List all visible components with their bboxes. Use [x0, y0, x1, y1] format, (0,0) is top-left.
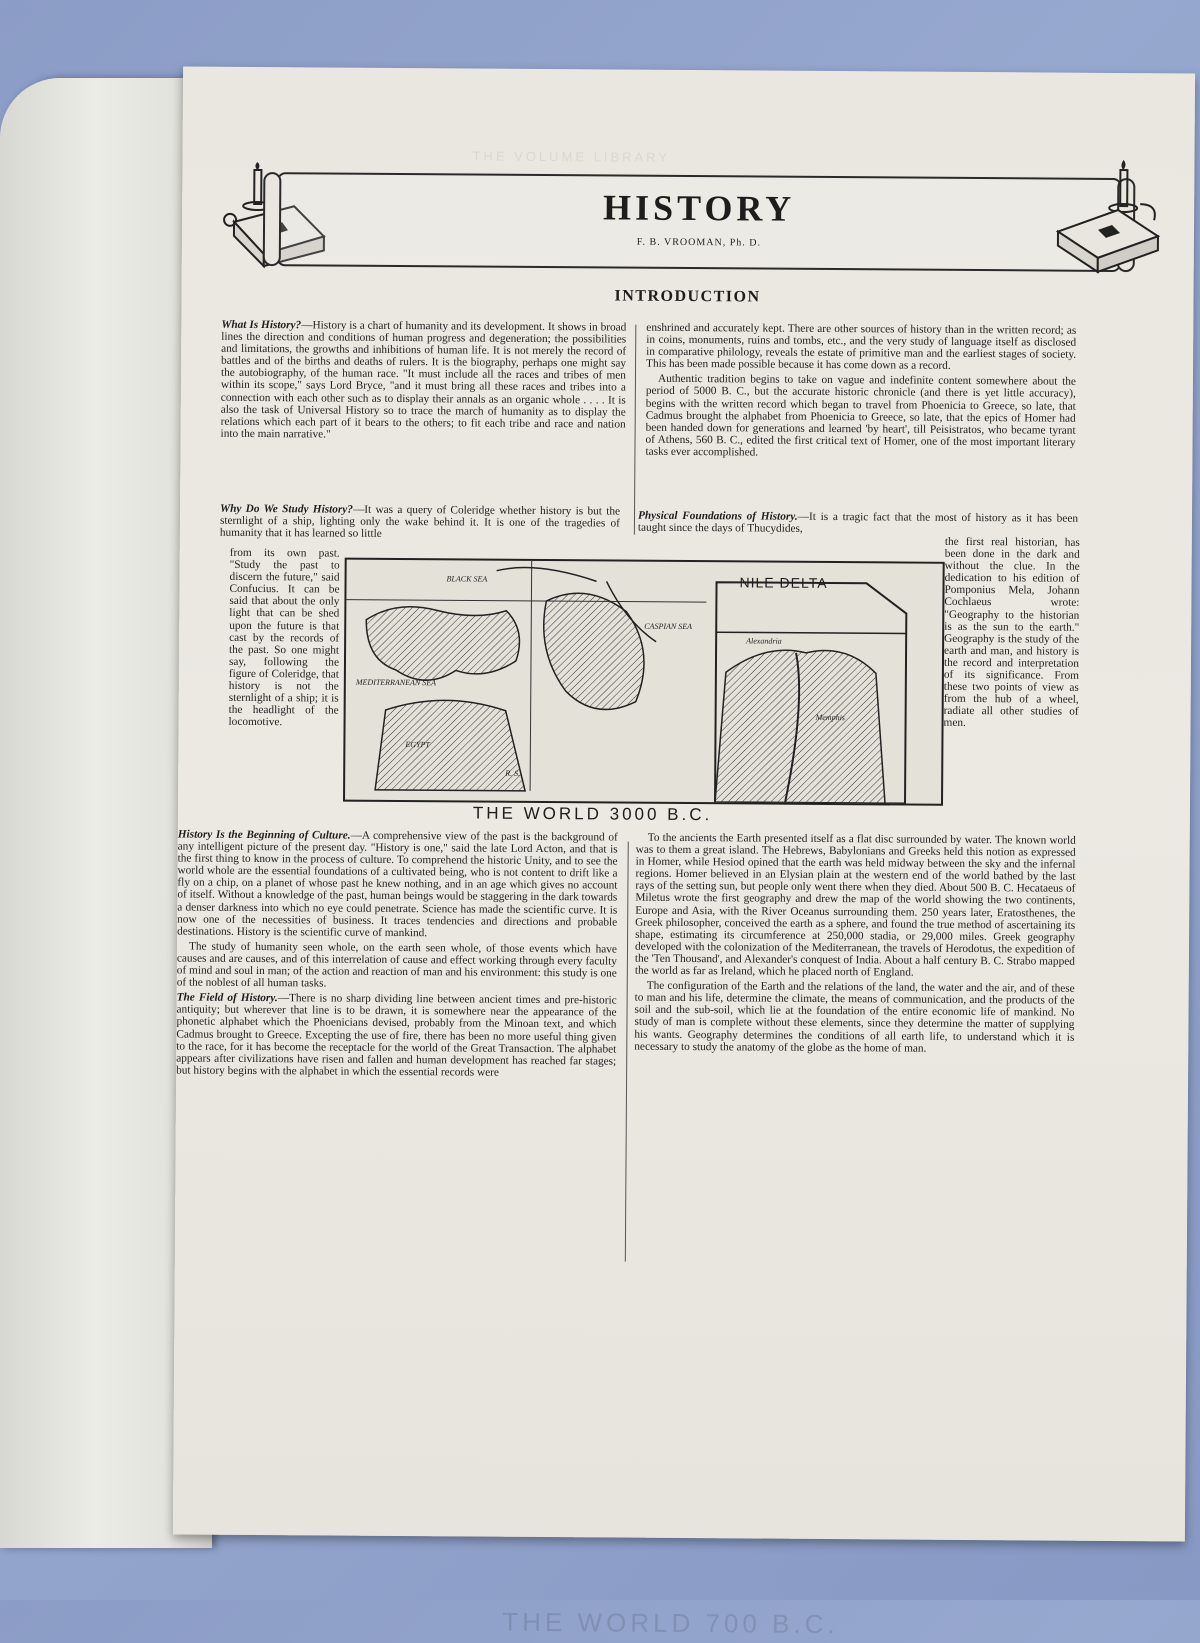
column-rule-top — [634, 325, 636, 535]
world-map-3000bc — [343, 558, 945, 806]
what-is-history-text: —History is a chart of humanity and its development. It shows in broad lines the direction and conditions of human progress and degeneration; the possibilities and limitations, the growths and inhibitions of human life. It is not merely the record of battles and of the births and deaths of rulers. It is the biography, perhaps one might say the autobiography, of the human race. "It must include all the races and tribes of men within its scope," says Lord Bryce, "and it must bring all these races and tribes into a connection with each other such as to display their annals as an organic whole . . . . It is also the task of Universal History so to trace the march of humanity as to display the relations which each part of it bears to the others; to fit each tribe and race and nation into the main narrative." — [220, 319, 627, 441]
column-right-top — [645, 322, 1076, 464]
map-label-egypt: EGYPT — [405, 740, 430, 750]
field-of-history-text: —There is no sharp dividing line between ancient times and pre-historic antiquity; but wherever that line is to be drawn, it is somewhere near the appearance of the phonetic alphabet which the Phoenicians devised, probably from the Minoan text, and which Cadmus brought to Greece. Excepting the use of fire, there has been no more useful thing given to the race, for it has become the receptacle for the world of the Great Transaction. The alphabet appears after civilizations have risen and fallen and human development has reached far stages; but history begins with the alphabet in which the essential records were — [176, 992, 617, 1079]
column-left-top — [221, 319, 627, 446]
show-through-text: THE WORLD 700 B.C. — [502, 1606, 839, 1640]
physical-narrow-column: the first real historian, has been done in the dark and without the clue. In the dedication to his edition of Pomponius Mela, Johann Cochlaeus wrote: "Geography to the historian is as the sun to the earth." Geography is the study of the earth and man, and history is the record and interpretation of its significance. From these two points of view as from the hub of a wheel, radiate all other studies of men. — [943, 535, 1080, 730]
why-study-narrow-column: from its own past. "Study the past to discern the future," said Confucius. It can be said that about the only light that can be shed upon the future is that cast by the records of the past. So one might say, following the figure of Coleridge, that history is not the sternlight of a ship; it is the headlight of the locomotive. — [228, 546, 340, 729]
right-bottom-paragraph-1: To the ancients the Earth presented itself as a flat disc surrounded by water. The known world was to them a great island. The Hebrews, Babylonians and Greeks held this notion as expressed in Homer, while Hesiod opined that the earth was held midway between the sky and the infernal regions. Homer believed in an Elysian plain at the western end of the world bathed by the last rays of the setting sun, but people only went there when they died. About 500 B. C. Hecataeus of Miletus wrote the first geography and drew the map of the world showing the two continents, Europe and Asia, with the River Oceanus surrounding them. 250 years later, Eratosthenes, the Greek philosopher, conceived the earth as a sphere, and found the true method of ascertaining its shape, estimating its circumference at 250,000 stadia, or 29,000 miles. Greek geography developed with the colonization of the Mediterranean, the travels of Herodotus, the expedition of the 'Ten Thousand', and Alexander's conquest of India. About a half century B. C. Strabo mapped the world as far as Ireland, which he placed north of England. — [634, 831, 1076, 979]
candle-book-right-icon — [1048, 160, 1169, 291]
map-label-mediterranean: MEDITERRANEAN SEA — [355, 677, 437, 688]
title-scroll — [277, 172, 1122, 272]
why-study-history — [220, 503, 620, 542]
running-header: THE VOLUME LIBRARY — [472, 148, 671, 165]
heading-field-of-history: The Field of History. — [176, 991, 278, 1005]
map-label-caspian: CASPIAN SEA — [644, 621, 693, 632]
physical-foundations — [638, 510, 1078, 537]
heading-beginning-of-culture: History Is the Beginning of Culture. — [177, 828, 351, 842]
column-left-bottom — [176, 828, 618, 1082]
heading-why-study: Why Do We Study History? — [220, 502, 354, 516]
right-bottom-paragraph-2: The configuration of the Earth and the relations of the land, the water and the air, and of these to man and his life, determine the climate, the means of communication, and the products of the soil and the sub-soil, which lie at the foundation of the entire economic life of mankind. No study of man is complete without these elements, since they determine the matter of supplying his wants. Geography determines the conditions of all earth life, to understand which it is necessary to study the anatomy of the globe as the home of man. — [634, 979, 1075, 1055]
right-top-paragraph-1: enshrined and accurately kept. There are other sources of history than in the written record; as in coins, monuments, ruins and tombs, etc., and the very study of language itself as disclosed in comparative philology, reveals the estate of primitive man and the earliest stages of society. This has been made possible because it has come down as a record. — [646, 321, 1077, 373]
culture-paragraph-1: —A comprehensive view of the past is the background of any intelligent picture of the present day. "History is one," said the late Lord Acton, and that is the first thing to know in the process of culture. To comprehend the historic Unity, and to see the world whole are the essential foundations of a cultivated being, who is not content to drift like a fly on a chip, on a planet of whose past he knew nothing, and in an age which gives no account of itself. Without a knowledge of the past, human beings would be staggering in the dark towards a denser darkness into which no eye could penetrate. Science has made the scientific curve. It is now one of the necessities of business. It traces tendencies and directions and probable destinations. History is the scientific curve of mankind. — [177, 829, 618, 939]
right-top-paragraph-2: Authentic tradition begins to take on vague and indefinite content somewhere about the period of 5000 B. C., but the accurate historic chronicle (and there is yet little accuracy), begins with the written record which began to travel from Phoenicia to Greece, so late, that Cadmus brought the alphabet from Phoenicia to Greece, so late, that the epics of Homer had been handed down for generations and learned 'by heart', till Peisistratos, who became tyrant of Athens, 560 B. C., edited the first critical text of Homer, one of the most important literary tasks ever accomplished. — [645, 373, 1076, 459]
section-heading: INTRODUCTION — [614, 287, 761, 306]
heading-what-is-history: What Is History? — [221, 318, 302, 332]
map-caption: THE WORLD 3000 B.C. — [472, 803, 713, 825]
why-study-text: —It was a query of Coleridge whether history is but the sternlight of a ship, lighting only the wake behind it. It is one of the tragedies of humanity that it has learned so little — [219, 503, 621, 541]
document-page — [173, 66, 1195, 1640]
map-label-memphis: Memphis — [815, 712, 845, 723]
physical-foundations-text: —It is a tragic fact that the most of history as it has been taught since the days of Thucydides, — [637, 510, 1079, 535]
author-line: F. B. VROOMAN, Ph. D. — [636, 236, 762, 249]
column-rule-bottom — [625, 842, 629, 1262]
heading-physical-foundations: Physical Foundations of History. — [637, 509, 798, 523]
page-title: HISTORY — [602, 187, 796, 229]
map-label-black-sea: BLACK SEA — [446, 574, 488, 584]
culture-paragraph-2: The study of humanity seen whole, on the earth seen whole, of those events which have causes and are causes, and of this interrelation of cause and effect working through every faculty of mind and soul in man; of the action and reaction of man and his environment: this study is one of the noblest of all human tasks. — [176, 940, 618, 990]
map-label-red-sea: R. S. — [505, 768, 521, 778]
map-label-alexandria: Alexandria — [746, 636, 782, 646]
column-right-bottom — [634, 832, 1076, 1059]
map-inset-title: NILE DELTA — [739, 574, 828, 591]
